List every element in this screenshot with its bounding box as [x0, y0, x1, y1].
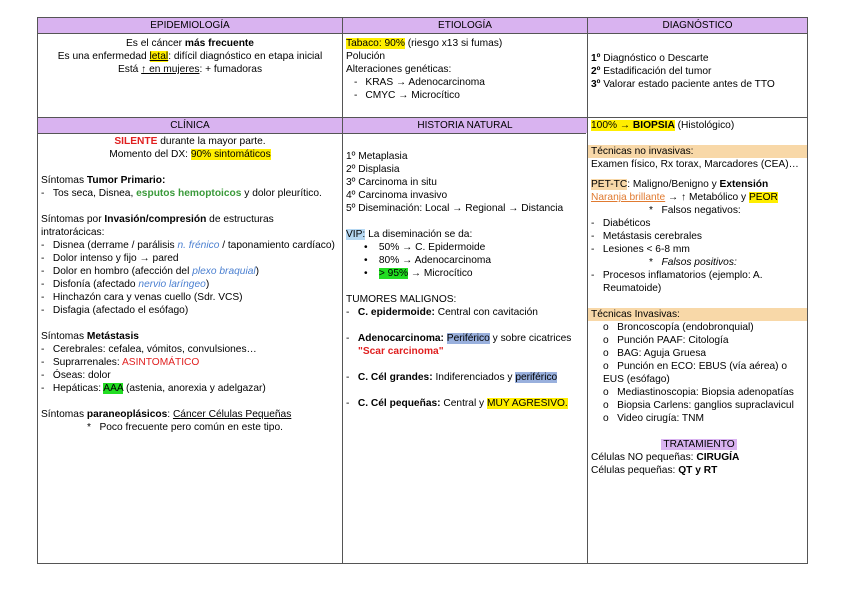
text: Naranja brillante	[591, 192, 666, 203]
historia-section	[346, 150, 584, 410]
text: durante la mayor parte.	[157, 136, 266, 147]
text: → ↑ Metabólico y	[665, 192, 749, 203]
text: : difícil diagnóstico en etapa inicial	[168, 51, 323, 62]
etiologia-section	[346, 37, 584, 102]
diag-line	[591, 191, 807, 204]
diag-sub: o Mediastinoscopia: Biopsia adenopatías	[603, 387, 794, 398]
clin-item: - Hinchazón cara y venas cuello (Sdr. VCS)	[41, 292, 243, 303]
text: Síntomas	[41, 409, 87, 420]
eti-line: Alteraciones genéticas:	[346, 64, 452, 75]
text: → Microcítico	[408, 268, 473, 279]
highlight: 100% →	[591, 120, 633, 131]
diagnostico-detail	[591, 119, 807, 477]
hist-bullet: • 50% → C. Epidermoide	[364, 242, 486, 253]
spacer	[591, 132, 807, 145]
text: : Maligno/Benigno y	[627, 179, 720, 190]
clin-item: - Disfonía (afectado nervio laríngeo)	[41, 279, 210, 290]
diag-sub: o BAG: Aguja Gruesa	[603, 348, 707, 359]
treatment-line	[591, 464, 807, 477]
diag-line: Examen físico, Rx torax, Marcadores (CEA)…	[591, 159, 799, 170]
diag-item: - Diabéticos	[591, 218, 651, 229]
spacer	[41, 200, 339, 213]
clin-item: - Hepáticas: AAA (astenia, anorexia y adelgazar)	[41, 383, 266, 394]
hist-line: 3º Carcinoma in situ	[346, 177, 437, 188]
text: Extensión	[719, 179, 769, 190]
eti-item	[346, 76, 584, 89]
highlight: VIP:	[346, 229, 366, 240]
header-epidemiologia: EPIDEMIOLOGÍA	[38, 18, 342, 33]
text: Hepáticas:	[52, 383, 104, 394]
epi-line	[38, 63, 342, 76]
clin-note: * Poco frecuente pero común en este tipo.	[87, 422, 283, 433]
row-divider	[38, 133, 586, 134]
eti-line	[346, 37, 584, 50]
text: ↑ en mujeres	[141, 64, 200, 75]
text: :	[167, 409, 173, 420]
dash: -	[354, 77, 358, 88]
hist-item: - C. epidermoide: Central con cavitación	[346, 307, 538, 318]
text: (astenia, anorexia y adelgazar)	[123, 383, 266, 394]
text: Diabéticos	[602, 218, 651, 229]
text: Momento del DX:	[109, 149, 191, 160]
clin-item: - Cerebrales: cefalea, vómitos, convulsiones…	[41, 344, 257, 355]
text: Indiferenciados y	[432, 372, 516, 383]
text: paraneoplásicos	[86, 409, 168, 420]
text: Cáncer Células Pequeñas	[172, 409, 292, 420]
clin-line	[41, 330, 339, 343]
highlight: > 95%	[378, 268, 409, 279]
diag-sub: o Biopsia Carlens: ganglios supraclavicul	[603, 400, 794, 411]
text: Tumor Primario:	[86, 175, 166, 186]
text: Suprarrenales:	[52, 357, 122, 368]
text: Estadificación del tumor	[600, 66, 712, 77]
treatment-line	[591, 451, 807, 464]
text: Metástasis cerebrales	[602, 231, 702, 242]
text: C. epidermoide:	[357, 307, 435, 318]
text: 50% → C. Epidermoide	[378, 242, 486, 253]
text: Broncoscopía (endobronquial)	[617, 322, 754, 333]
clin-item: - Tos seca, Disnea, esputos hemoptoicos y dolor pleurítico.	[41, 188, 322, 199]
text: C. Cél pequeñas:	[357, 398, 441, 409]
clin-item: - Disnea (derrame / parálisis n. frénico / taponamiento cardíaco)	[41, 240, 335, 251]
diag-step	[591, 78, 806, 91]
text: Poco frecuente pero común en este tipo.	[99, 422, 283, 433]
diag-step	[591, 52, 806, 65]
spacer	[591, 171, 807, 178]
diag-line	[591, 178, 807, 191]
row-divider	[38, 33, 807, 34]
spacer	[41, 161, 339, 174]
text: Dolor intenso y fijo → pared	[52, 253, 179, 264]
text: Dolor en hombro (afección del	[52, 266, 193, 277]
text: n. frénico	[177, 240, 220, 251]
text: BAG: Aguja Gruesa	[617, 348, 707, 359]
dash: -	[354, 90, 358, 101]
hist-line: TUMORES MALIGNOS:	[346, 294, 457, 305]
epi-line	[38, 37, 342, 50]
highlight: Tabaco: 90%	[346, 38, 405, 49]
diag-note: * Falsos positivos:	[649, 257, 737, 268]
text: y sobre cicatrices	[489, 333, 572, 344]
text: Valorar estado paciente antes de TTO	[600, 79, 775, 90]
text: SILENTE	[114, 136, 158, 147]
text: Disfonía (afectado	[52, 279, 139, 290]
hist-bullet: • 80% → Adenocarcinoma	[364, 255, 492, 266]
text: )	[205, 279, 210, 290]
clin-item: - Dolor en hombro (afección del plexo braquial)	[41, 266, 260, 277]
spacer	[346, 358, 584, 371]
spacer	[346, 384, 584, 397]
clin-line	[41, 148, 339, 161]
text: Procesos inflamatorios (ejemplo: A. Reumatoide)	[602, 270, 763, 294]
summary-table	[37, 17, 808, 564]
text: Óseas: dolor	[52, 370, 111, 381]
text: La diseminación se da:	[365, 229, 473, 240]
hist-item: - C. Cél pequeñas: Central y MUY AGRESIVO.	[346, 398, 568, 409]
diag-note: * Falsos negativos:	[649, 205, 741, 216]
text: (Histológico)	[674, 120, 735, 131]
highlight: PEOR	[748, 192, 778, 203]
text: CMYC → Microcítico	[365, 90, 460, 101]
text: Punción PAAF: Citología	[617, 335, 729, 346]
clinica-section	[41, 135, 339, 434]
diag-sub: o Broncoscopía (endobronquial)	[603, 322, 754, 333]
text: Punción en ECO: EBUS (vía aérea) o EUS (esófago)	[603, 361, 788, 385]
header-historia-natural: HISTORIA NATURAL	[343, 118, 587, 133]
clin-item: - Suprarrenales: ASINTOMÁTICO	[41, 357, 200, 368]
clin-line	[41, 174, 339, 187]
eti-item	[346, 89, 584, 102]
diag-sub: o Video cirugía: TNM	[603, 413, 704, 424]
spacer	[591, 425, 807, 438]
text: Es una enfermedad	[57, 51, 150, 62]
highlight: 90% sintomáticos	[190, 149, 271, 160]
diag-item: - Metástasis cerebrales	[591, 231, 702, 242]
highlight: periférico	[515, 372, 558, 383]
text: Tos seca, Disnea,	[52, 188, 137, 199]
header-diagnostico: DIAGNÓSTICO	[588, 18, 807, 33]
spacer	[346, 215, 584, 228]
header-tratamiento: TRATAMIENTO	[663, 439, 735, 450]
text: 80% → Adenocarcinoma	[378, 255, 492, 266]
clin-line	[41, 213, 339, 239]
text: nervio laríngeo	[138, 279, 206, 290]
hist-item: - Adenocarcinoma: Periférico y sobre cicatrices "Scar carcinoma"	[346, 333, 572, 357]
diagnostico-steps	[591, 52, 806, 91]
text: Mediastinoscopia: Biopsia adenopatías	[617, 387, 794, 398]
diag-item: - Procesos inflamatorios (ejemplo: A. Reumatoide)	[591, 270, 763, 294]
text: KRAS → Adenocarcinoma	[365, 77, 485, 88]
text: Células pequeñas:	[591, 465, 679, 476]
text: Síntomas	[41, 331, 87, 342]
text: (riesgo x13 si fumas)	[404, 38, 503, 49]
clin-item: - Óseas: dolor	[41, 370, 111, 381]
hist-line: 2º Displasia	[346, 164, 400, 175]
highlight: AAA	[103, 383, 124, 394]
text: Falsos negativos:	[661, 205, 741, 216]
text: Video cirugía: TNM	[617, 413, 704, 424]
diag-step	[591, 65, 806, 78]
text: : + fumadoras	[199, 64, 263, 75]
text: Disfagia (afectado el esófago)	[52, 305, 189, 316]
text: C. Cél grandes:	[357, 372, 433, 383]
hist-line: 4º Carcinoma invasivo	[346, 190, 448, 201]
highlight: letal	[149, 51, 169, 62]
spacer	[346, 280, 584, 293]
text: CIRUGÍA	[696, 452, 740, 463]
clin-item: - Dolor intenso y fijo → pared	[41, 253, 179, 264]
epi-line	[38, 50, 342, 63]
text: y dolor pleurítico.	[241, 188, 322, 199]
text: Síntomas	[41, 175, 87, 186]
section-band: Técnicas no invasivas:	[588, 145, 807, 158]
hist-bullet: • > 95% → Microcítico	[364, 268, 473, 279]
text: "Scar carcinoma"	[358, 346, 444, 357]
clin-line	[41, 135, 339, 148]
text: Central con cavitación	[434, 307, 538, 318]
header-clinica: CLÍNICA	[38, 118, 342, 133]
text: Metástasis	[86, 331, 139, 342]
epidemiologia-section	[38, 37, 342, 76]
hist-line: 1º Metaplasia	[346, 151, 408, 162]
text: Es el cáncer	[126, 38, 185, 49]
spacer	[41, 317, 339, 330]
column-divider	[587, 18, 588, 563]
text: de estructuras intratorácicas:	[41, 214, 274, 238]
eti-line: Polución	[346, 51, 386, 62]
highlight: Periférico	[446, 333, 490, 344]
text: 3º	[591, 79, 601, 90]
text: QT y RT	[678, 465, 718, 476]
text: Central y	[440, 398, 487, 409]
text: 1º	[591, 53, 601, 64]
text: Diagnóstico o Descarte	[600, 53, 709, 64]
diag-sub: o Punción PAAF: Citología	[603, 335, 729, 346]
text: esputos hemoptoicos	[136, 188, 242, 199]
hist-item: - C. Cél grandes: Indiferenciados y periférico	[346, 372, 558, 383]
text: / taponamiento cardíaco)	[219, 240, 335, 251]
text: Cerebrales: cefalea, vómitos, convulsiones…	[52, 344, 257, 355]
text: Células NO pequeñas:	[591, 452, 697, 463]
text: Síntomas por	[41, 214, 105, 225]
text: plexo braquial	[192, 266, 256, 277]
text: ASINTOMÁTICO	[121, 357, 200, 368]
text: 2º	[591, 66, 601, 77]
highlight: MUY AGRESIVO.	[486, 398, 568, 409]
text: Biopsia Carlens: ganglios supraclavicul	[617, 400, 794, 411]
text: Invasión/compresión	[104, 214, 207, 225]
highlight: BIOPSIA	[632, 120, 675, 131]
hist-line: 5º Diseminación: Local → Regional → Distancia	[346, 203, 564, 214]
clin-item: - Disfagia (afectado el esófago)	[41, 305, 189, 316]
header-etiologia: ETIOLOGÍA	[343, 18, 587, 33]
text: Está	[117, 64, 142, 75]
column-divider	[342, 18, 343, 563]
hist-line	[346, 228, 584, 241]
highlight: PET-TC	[591, 179, 628, 190]
treatment-heading-row	[591, 438, 807, 451]
spacer	[346, 319, 584, 332]
clin-line	[41, 408, 339, 421]
diag-item: - Lesiones < 6-8 mm	[591, 244, 690, 255]
text: más frecuente	[184, 38, 254, 49]
spacer	[591, 295, 807, 308]
text: Disnea (derrame / parálisis	[52, 240, 178, 251]
diag-line	[591, 119, 807, 132]
text: Falsos positivos:	[661, 257, 737, 268]
section-band: Técnicas Invasivas:	[588, 308, 807, 321]
text: )	[255, 266, 260, 277]
spacer	[41, 395, 339, 408]
text: Lesiones < 6-8 mm	[602, 244, 690, 255]
text: Adenocarcinoma:	[357, 333, 444, 344]
diag-sub: o Punción en ECO: EBUS (vía aérea) o EUS (esófago)	[603, 361, 788, 385]
text: Hinchazón cara y venas cuello (Sdr. VCS)	[52, 292, 243, 303]
